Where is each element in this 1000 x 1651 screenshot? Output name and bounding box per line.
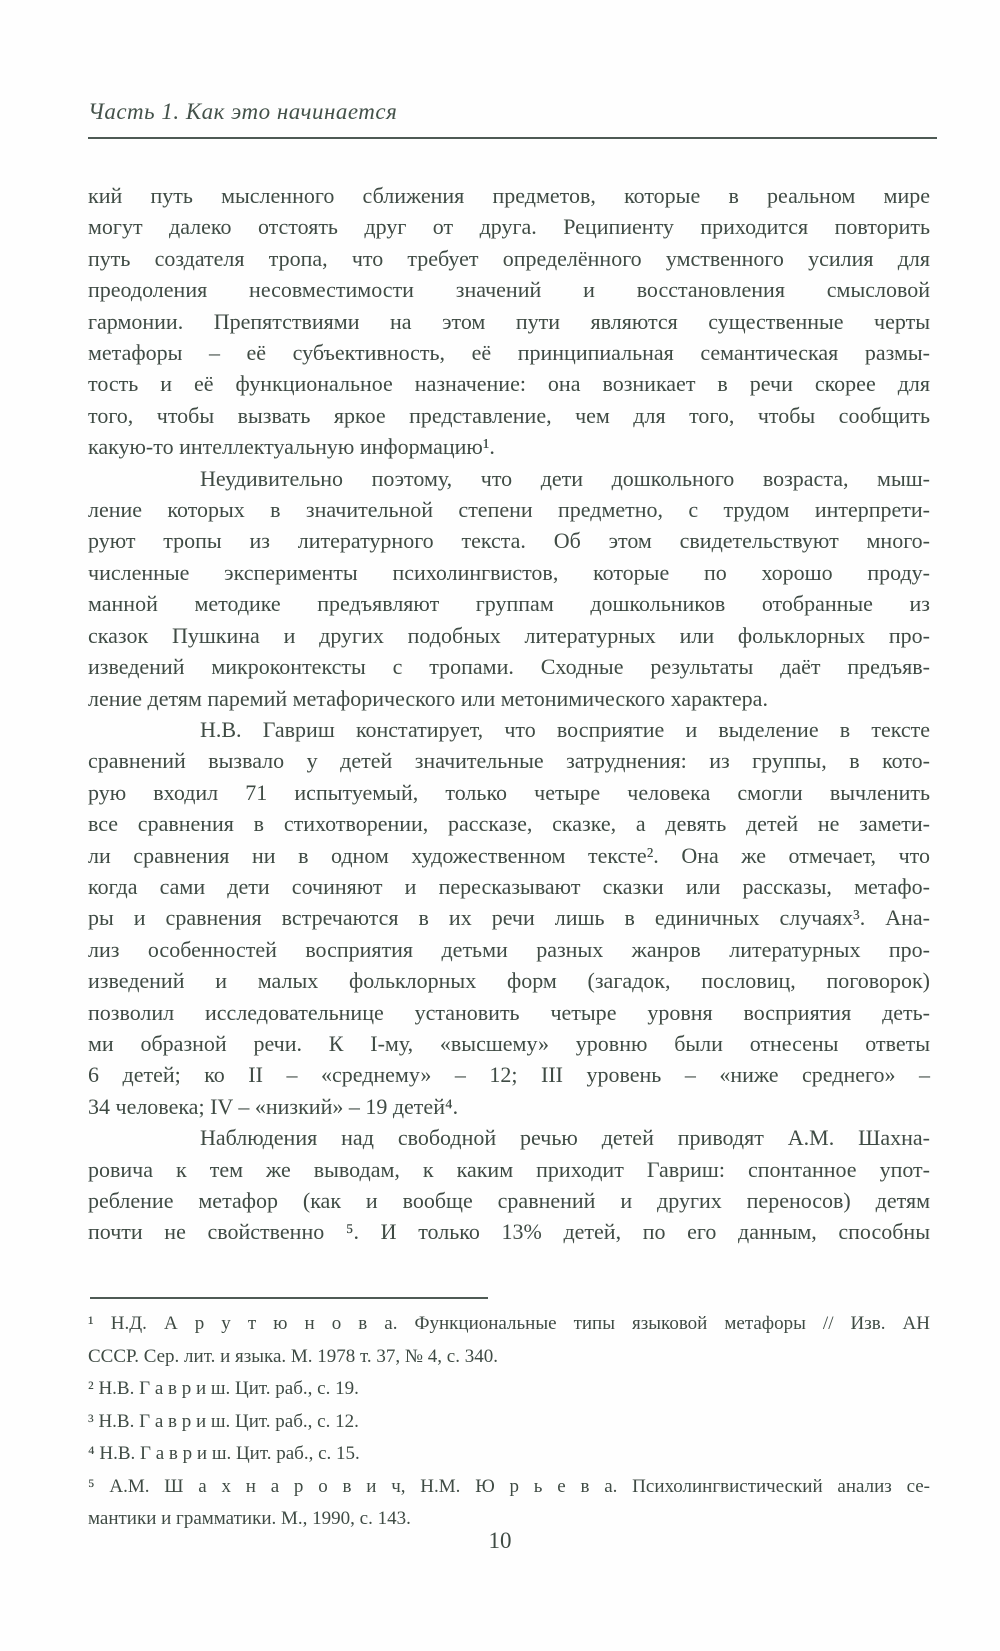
text-line: ровича к тем же выводам, к каким приходит Гавриш: спонтанное упот-	[88, 1156, 930, 1182]
text-line: позволил исследовательнице установить четыре уровня восприятия деть-	[88, 999, 930, 1025]
text-line: изведений и малых фольклорных форм (загадок, пословиц, поговорок)	[88, 968, 930, 994]
text-line: метафоры – её субъективность, её принципиальная семантическая размы-	[88, 340, 930, 366]
paragraph	[88, 1122, 930, 1248]
footnote-line: ⁵ А.М. Ш а х н а р о в и ч, Н.М. Ю р ь е в а. Психолингвистический анализ се-	[88, 1475, 930, 1497]
text-line: тость и её функциональное назначение: она возникает в речи скорее для	[88, 371, 930, 397]
text-line: когда сами дети сочиняют и пересказывают сказки или рассказы, метафо-	[88, 873, 930, 899]
paragraph	[88, 180, 930, 463]
text-line: ми образной речи. К I-му, «высшему» уровню были отнесены ответы	[88, 1030, 930, 1056]
text-line: ление которых в значительной степени предметно, с трудом интерпрети-	[88, 497, 930, 523]
text-line: 6 детей; ко II – «среднему» – 12; III уровень – «ниже среднего» –	[88, 1062, 930, 1088]
running-header: Часть 1. Как это начинается	[88, 99, 398, 124]
text-line: изведений микроконтексты с тропами. Сходные результаты даёт предъяв-	[88, 654, 930, 680]
footnote-line: мантики и грамматики. М., 1990, с. 143.	[88, 1508, 411, 1529]
text-line: путь создателя тропа, что требует определённого умственного усилия для	[88, 245, 930, 271]
footnote-line: ¹ Н.Д. А р у т ю н о в а. Функциональные типы языковой метафоры // Изв. АН	[88, 1313, 930, 1334]
text-line: ли сравнения ни в одном художественном тексте². Она же отмечает, что	[88, 842, 930, 868]
text-line: Наблюдения над свободной речью детей приводят А.М. Шахна-	[200, 1125, 930, 1151]
header-rule	[88, 137, 937, 139]
footnote-line: ² Н.В. Г а в р и ш. Цит. раб., с. 19.	[88, 1378, 359, 1399]
text-line: преодоления несовместимости значений и восстановления смысловой	[88, 277, 930, 303]
text-line: Неудивительно поэтому, что дети дошкольного возраста, мыш-	[200, 465, 930, 491]
text-line: численные эксперименты психолингвистов, которые по хорошо проду-	[88, 559, 930, 585]
text-line: гармонии. Препятствиями на этом пути являются существенные черты	[88, 308, 930, 334]
text-line: могут далеко отстоять друг от друга. Реципиенту приходится повторить	[88, 214, 930, 240]
text-line: руют тропы из литературного текста. Об этом свидетельствуют много-	[88, 528, 930, 554]
footnote-line: ⁴ Н.В. Г а в р и ш. Цит. раб., с. 15.	[88, 1443, 360, 1464]
text-line: почти не свойственно ⁵. И только 13% детей, по его данным, способны	[88, 1219, 930, 1245]
text-line: манной методике предъявляют группам дошкольников отобранные из	[88, 591, 930, 617]
text-line: ление детям паремий метафорического или метонимического характера.	[88, 685, 768, 711]
text-line: кий путь мысленного сближения предметов, которые в реальном мире	[88, 183, 930, 208]
text-line: сравнений вызвало у детей значительные затруднения: из группы, в кото-	[88, 748, 930, 774]
footnotes	[88, 1308, 930, 1536]
footnote-line: СССР. Сер. лит. и языка. М. 1978 т. 37, № 4, с. 340.	[88, 1345, 498, 1367]
text-line: все сравнения в стихотворении, рассказе, сказке, а девять детей не замети-	[88, 811, 930, 837]
text-line: Н.В. Гавриш констатирует, что восприятие и выделение в тексте	[200, 716, 930, 742]
page-number: 10	[488, 1528, 512, 1553]
footnote-line: ³ Н.В. Г а в р и ш. Цит. раб., с. 12.	[88, 1410, 359, 1432]
text-line: ры и сравнения встречаются в их речи лишь в единичных случаях³. Ана-	[88, 905, 930, 931]
text-line: какую-то интеллектуальную информацию¹.	[88, 434, 495, 460]
text-line: того, чтобы вызвать яркое представление, чем для того, чтобы сообщить	[88, 402, 930, 428]
body-text	[88, 180, 930, 1248]
text-line: рую входил 71 испытуемый, только четыре человека смогли вычленить	[88, 779, 930, 805]
text-line: 34 человека; IV – «низкий» – 19 детей⁴.	[88, 1093, 459, 1119]
text-line: сказок Пушкина и других подобных литературных или фольклорных про-	[88, 622, 930, 648]
paragraph	[88, 714, 930, 1122]
text-line: лиз особенностей восприятия детьми разных жанров литературных про-	[88, 936, 930, 962]
footnote-separator	[90, 1297, 488, 1299]
text-line: ребление метафор (как и вообще сравнений и других переносов) детям	[88, 1188, 930, 1213]
paragraph	[88, 463, 930, 714]
